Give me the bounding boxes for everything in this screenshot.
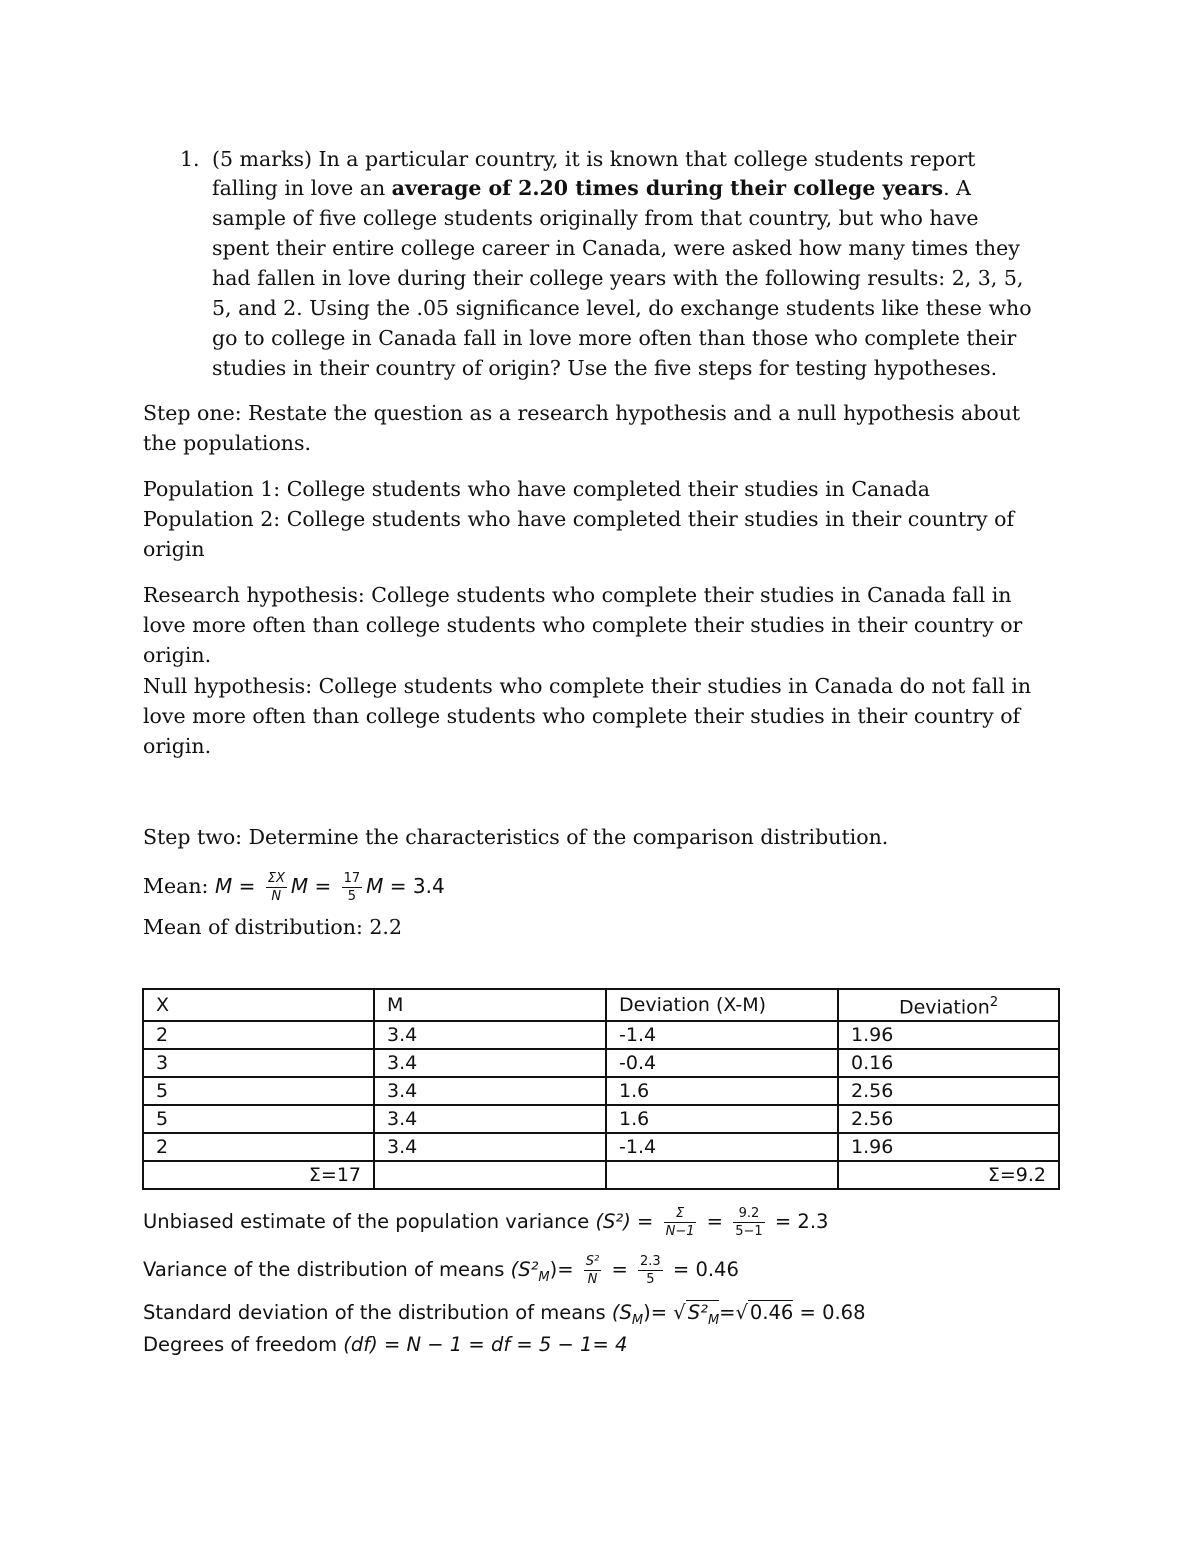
dist-var-close: )= — [549, 1258, 580, 1281]
step-two-title: Step two: Determine the characteristics of the comparison distribution. — [143, 825, 889, 849]
cell-m: 3.4 — [374, 1049, 606, 1077]
cell-deviation-squared: 1.96 — [838, 1021, 1059, 1049]
research-hypothesis-3: origin. — [143, 643, 212, 667]
question-emphasis: average of 2.20 times during their college years — [391, 176, 944, 200]
mean-var: M — [366, 874, 384, 898]
population-2-cont: origin — [143, 537, 205, 561]
variance-symbol: (S²) = — [595, 1210, 660, 1233]
sum-deviation-squared: Σ=9.2 — [838, 1161, 1059, 1189]
sd-result: = 0.68 — [793, 1301, 866, 1324]
standard-deviation-formula: Standard deviation of the distribution of means $(S_M)=$ √ $S^2_M=√$ 0.46 = 0.68 — [143, 1301, 866, 1328]
mean-frac-num: 17 — [343, 871, 361, 886]
mean-eq: = — [232, 874, 262, 898]
population-2: Population 2: College students who have completed their studies in their country of — [143, 507, 1015, 531]
frac-num: Σ — [675, 1206, 685, 1221]
df-expression: (df) = N − 1 = df = 5 − 1= 4 — [343, 1333, 628, 1356]
cell-m: 3.4 — [374, 1077, 606, 1105]
sd-value: 0.46 — [749, 1301, 794, 1324]
variance-result: = 2.3 — [768, 1210, 829, 1233]
null-hypothesis-3: origin. — [143, 734, 212, 758]
research-hypothesis-1: Research hypothesis: College students who complete their studies in Canada fall in — [143, 583, 1012, 607]
variance-fraction-1 — [664, 1207, 697, 1238]
variance-formula: Unbiased estimate of the population variance (S²) = $\frac{\Sigma}{N-1}$ = $\frac{9.2}{5-1}$ = 2.3 — [143, 1206, 829, 1239]
mean-result: = 3.4 — [383, 874, 445, 898]
question-line-3: sample of five college students originally from that country, but who have — [212, 206, 979, 230]
header-m: M — [374, 989, 606, 1021]
header-superscript: 2 — [989, 995, 999, 1010]
cell-deviation: -1.4 — [606, 1133, 838, 1161]
header-deviation-squared — [838, 989, 1059, 1021]
cell-deviation: -1.4 — [606, 1021, 838, 1049]
cell-deviation-squared: 2.56 — [838, 1105, 1059, 1133]
dist-var-result: = 0.46 — [666, 1258, 739, 1281]
sd-subscript: M — [631, 1312, 644, 1328]
mean-eq: = — [308, 874, 338, 898]
dist-var-fraction-2 — [638, 1255, 663, 1286]
mean-var: M — [214, 874, 233, 898]
research-hypothesis-2: love more often than college students who complete their studies in their country or — [143, 613, 1023, 637]
cell-x: 5 — [143, 1105, 374, 1133]
table-sum-row — [143, 1161, 1059, 1189]
sd-close: )= — [643, 1301, 674, 1324]
cell-m: 3.4 — [374, 1133, 606, 1161]
cell-x: 2 — [143, 1133, 374, 1161]
sum-x: Σ=17 — [143, 1161, 374, 1189]
dist-var-symbol: (S² — [510, 1258, 539, 1281]
question-number: 1. — [180, 147, 200, 171]
degrees-of-freedom — [143, 1330, 627, 1360]
frac-den: 5 — [638, 1270, 663, 1286]
mean-frac-den: 5 — [342, 887, 363, 903]
variance-label: Unbiased estimate of the population variance — [143, 1210, 596, 1233]
table-header-row — [143, 989, 1059, 1021]
cell-m: 3.4 — [374, 1105, 606, 1133]
variance-fraction-2 — [733, 1207, 764, 1238]
empty-cell — [606, 1161, 838, 1189]
question-line-7: go to college in Canada fall in love more often than those who complete their — [212, 326, 1017, 350]
question-line-2 — [212, 173, 971, 203]
question-line-8: studies in their country of origin? Use the five steps for testing hypotheses. — [212, 356, 998, 380]
cell-deviation: -0.4 — [606, 1049, 838, 1077]
distribution-variance-formula: Variance of the distribution of means $(S^2_M)=$ $\frac{\text{S²}}{N}$ = $\frac{2.3}{5}$ = 0.46 — [143, 1254, 739, 1287]
cell-x: 2 — [143, 1021, 374, 1049]
mean-fraction-1 — [266, 872, 287, 903]
table-row — [143, 1049, 1059, 1077]
dist-var-subscript: M — [538, 1269, 550, 1285]
frac-num: S² — [585, 1254, 600, 1269]
header-deviation-text: Deviation — [898, 996, 990, 1019]
sd-root-subscript: M — [707, 1312, 720, 1328]
mean-formula — [143, 866, 445, 906]
frac-num: 2.3 — [640, 1254, 661, 1269]
sd-root-text: S² — [687, 1301, 708, 1324]
question-line-4: spent their entire college career in Canada, were asked how many times they — [212, 236, 1020, 260]
sd-mid: =√ — [719, 1301, 748, 1324]
frac-den: N−1 — [665, 1224, 695, 1239]
cell-m: 3.4 — [374, 1021, 606, 1049]
dist-var-fraction-1 — [584, 1255, 601, 1286]
deviation-table — [142, 988, 1060, 1190]
question-text: . A — [943, 176, 971, 200]
df-label: Degrees of freedom — [143, 1333, 344, 1356]
cell-deviation: 1.6 — [606, 1077, 838, 1105]
cell-deviation-squared: 2.56 — [838, 1077, 1059, 1105]
cell-deviation-squared: 0.16 — [838, 1049, 1059, 1077]
mean-label: Mean: — [143, 874, 215, 898]
table-row — [143, 1133, 1059, 1161]
frac-den: N — [584, 1270, 601, 1286]
mean-frac-num: ΣX — [267, 871, 285, 886]
frac-num: 9.2 — [738, 1206, 760, 1221]
table-row — [143, 1077, 1059, 1105]
null-hypothesis-2: love more often than college students who complete their studies in their country of — [143, 704, 1021, 728]
frac-den: 5−1 — [735, 1224, 763, 1239]
table-row — [143, 1105, 1059, 1133]
population-1: Population 1: College students who have completed their studies in Canada — [143, 477, 931, 501]
dist-var-label: Variance of the distribution of means — [143, 1258, 511, 1281]
step-one-line-2: the populations. — [143, 431, 312, 455]
table-row — [143, 1021, 1059, 1049]
question-line-6: 5, and 2. Using the .05 significance level, do exchange students like these who — [212, 296, 1032, 320]
header-x: X — [143, 989, 374, 1021]
null-hypothesis-1: Null hypothesis: College students who complete their studies in Canada do not fall in — [143, 674, 1032, 698]
cell-x: 5 — [143, 1077, 374, 1105]
cell-x: 3 — [143, 1049, 374, 1077]
sd-label: Standard deviation of the distribution of means — [143, 1301, 612, 1324]
sd-root — [686, 1300, 720, 1328]
question-line-1: (5 marks) In a particular country, it is known that college students report — [212, 147, 976, 171]
question-line-5: had fallen in love during their college years with the following results: 2, 3, 5, — [212, 266, 1024, 290]
header-deviation: Deviation (X-M) — [606, 989, 838, 1021]
question-text: falling in love an — [212, 176, 392, 200]
mean-of-distribution: Mean of distribution: 2.2 — [143, 915, 402, 939]
sd-symbol: (S — [611, 1301, 632, 1324]
mean-frac-den: N — [266, 887, 287, 903]
cell-deviation: 1.6 — [606, 1105, 838, 1133]
cell-deviation-squared: 1.96 — [838, 1133, 1059, 1161]
step-one-line-1: Step one: Restate the question as a research hypothesis and a null hypothesis about — [143, 401, 1021, 425]
empty-cell — [374, 1161, 606, 1189]
mean-fraction-2 — [342, 872, 363, 903]
mean-var: M — [290, 874, 309, 898]
